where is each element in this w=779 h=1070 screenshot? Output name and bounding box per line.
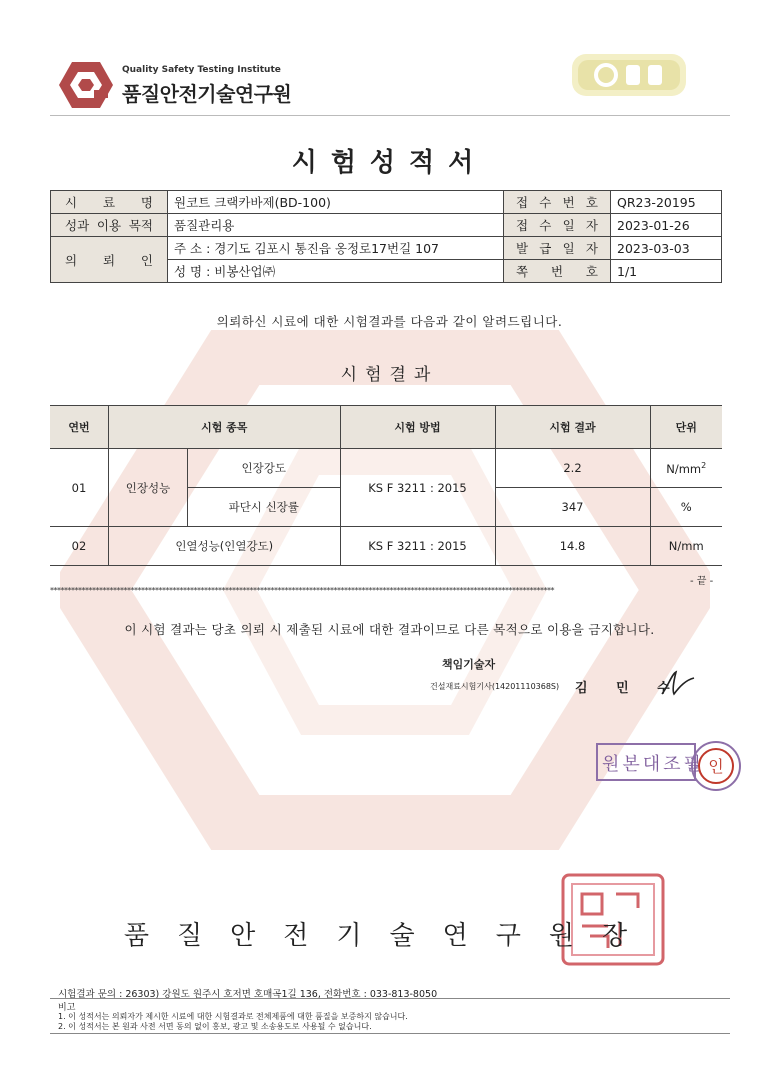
test-method: KS F 3211 : 2015 — [340, 527, 495, 566]
purpose-label: 성과 이용 목적 — [51, 214, 168, 237]
footer-divider — [50, 998, 730, 999]
client-company: 성 명 : 비봉산업㈜ — [168, 260, 504, 283]
remarks-label: 비고 — [58, 1003, 76, 1013]
col-header-item: 시험 종목 — [109, 406, 341, 449]
seal-text: 인 — [708, 757, 724, 776]
unit: % — [650, 488, 722, 527]
unit: N/mm — [650, 527, 722, 566]
header-divider — [50, 115, 730, 116]
receipt-date-label: 접 수 일 자 — [504, 214, 611, 237]
col-header-unit: 단위 — [650, 406, 722, 449]
col-header-no: 연번 — [50, 406, 109, 449]
engineer-name: 김 민 수 — [575, 681, 682, 696]
receipt-no-label: 접 수 번 호 — [504, 191, 611, 214]
contact-info: 시험결과 문의 : 26303) 강원도 원주시 호저면 호매곡1길 136, 전화번호 : 033-813-8050 — [58, 989, 438, 1000]
usage-statement: 이 시험 결과는 당초 의뢰 시 제출된 시료에 대한 결과이므로 다른 목적으로 이용을 금지합니다. — [124, 622, 655, 637]
purpose-value: 품질관리용 — [168, 214, 504, 237]
table-row — [51, 214, 722, 237]
test-result: 347 — [495, 488, 650, 527]
institute-name-ko: 품질안전기술연구원 — [122, 82, 292, 106]
table-row — [50, 449, 722, 488]
unit-superscript: 2 — [701, 460, 707, 470]
q-certification-mark-icon — [570, 50, 688, 100]
row-no: 02 — [50, 527, 109, 566]
table-header-row — [50, 406, 722, 449]
item-name: 인장강도 — [188, 449, 341, 488]
page-no-label: 쪽 번 호 — [504, 260, 611, 283]
remark-2: 2. 이 성적서는 본 원과 사전 서면 동의 없이 홍보, 광고 및 소송용도로 사용될 수 없습니다. — [58, 1022, 372, 1031]
test-method: KS F 3211 : 2015 — [340, 449, 495, 527]
table-row — [50, 527, 722, 566]
page-no-value: 1/1 — [611, 260, 722, 283]
hexagon-q-logo-icon — [58, 60, 114, 110]
receipt-no-value: QR23-20195 — [611, 191, 722, 214]
table-row — [51, 191, 722, 214]
sample-name-value: 원코트 크랙카바제(BD-100) — [168, 191, 504, 214]
client-address: 주 소 : 경기도 김포시 통진읍 옹정로17번길 107 — [168, 237, 504, 260]
item-name: 파단시 신장률 — [188, 488, 341, 527]
col-header-method: 시험 방법 — [340, 406, 495, 449]
round-seal-icon — [688, 738, 744, 794]
unit — [650, 449, 722, 488]
results-title: 시험결과 — [340, 365, 439, 385]
institute-name-en: Quality Safety Testing Institute — [122, 65, 281, 75]
stamp-text: 원본대조필 — [602, 754, 704, 775]
sample-info-table — [50, 190, 722, 283]
issue-date-label: 발 급 일 자 — [504, 237, 611, 260]
unit-text: N/mm — [666, 461, 702, 476]
sample-name-label: 시 료 명 — [51, 191, 168, 214]
client-label: 의 뢰 인 — [51, 237, 168, 283]
end-mark: - 끝 - — [690, 576, 714, 587]
remark-1: 1. 이 성적서는 의뢰자가 제시한 시료에 대한 시험결과로 전체제품에 대한 품질을 보증하지 않습니다. — [58, 1012, 408, 1021]
document-title: 시험성적서 — [291, 148, 488, 178]
results-table — [50, 405, 722, 566]
col-header-result: 시험 결과 — [495, 406, 650, 449]
test-result: 2.2 — [495, 449, 650, 488]
engineer-certification: 건설재료시험기사(14201110368S) — [430, 682, 560, 691]
institute-director: 품질안전기술연구원장 — [123, 921, 656, 951]
responsible-engineer-label: 책임기술자 — [442, 658, 496, 671]
test-result: 14.8 — [495, 527, 650, 566]
item-name: 인열성능(인열강도) — [109, 527, 341, 566]
signature-icon — [658, 668, 698, 698]
receipt-date-value: 2023-01-26 — [611, 214, 722, 237]
table-row — [51, 237, 722, 260]
issue-date-value: 2023-03-03 — [611, 237, 722, 260]
item-group: 인장성능 — [109, 449, 188, 527]
row-no: 01 — [50, 449, 109, 527]
notice-text: 의뢰하신 시료에 대한 시험결과를 다음과 같이 알려드립니다. — [216, 314, 563, 329]
star-divider: ************************************************************************************************************************************************ — [50, 586, 554, 595]
footer-bottom-divider — [50, 1033, 730, 1034]
certified-copy-stamp — [596, 743, 704, 781]
